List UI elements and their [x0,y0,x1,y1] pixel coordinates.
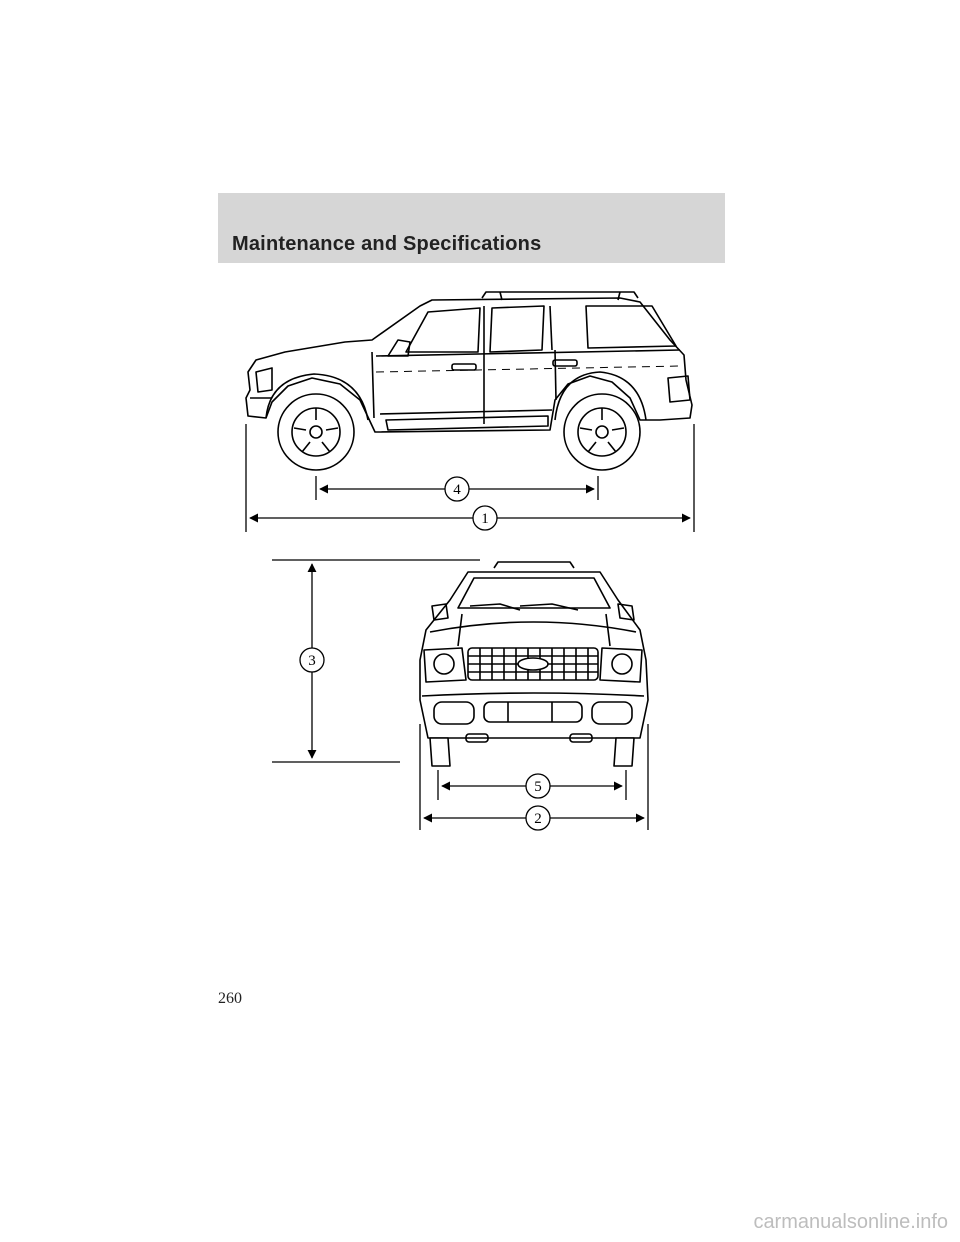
callout-overall-width [526,806,550,830]
vehicle-side-view [246,292,692,470]
section-title: Maintenance and Specifications [232,233,542,255]
callout-wheelbase [445,477,469,501]
svg-text:3: 3 [308,653,316,669]
callout-overall-length [473,506,497,530]
vehicle-front-view [420,562,648,766]
page-number: 260 [218,990,242,1007]
svg-text:5: 5 [534,779,542,795]
callout-overall-height [300,648,324,672]
callout-track [526,774,550,798]
svg-text:2: 2 [534,811,542,827]
svg-text:1: 1 [481,511,489,527]
svg-text:4: 4 [453,482,461,498]
watermark: carmanualsonline.info [753,1211,948,1233]
